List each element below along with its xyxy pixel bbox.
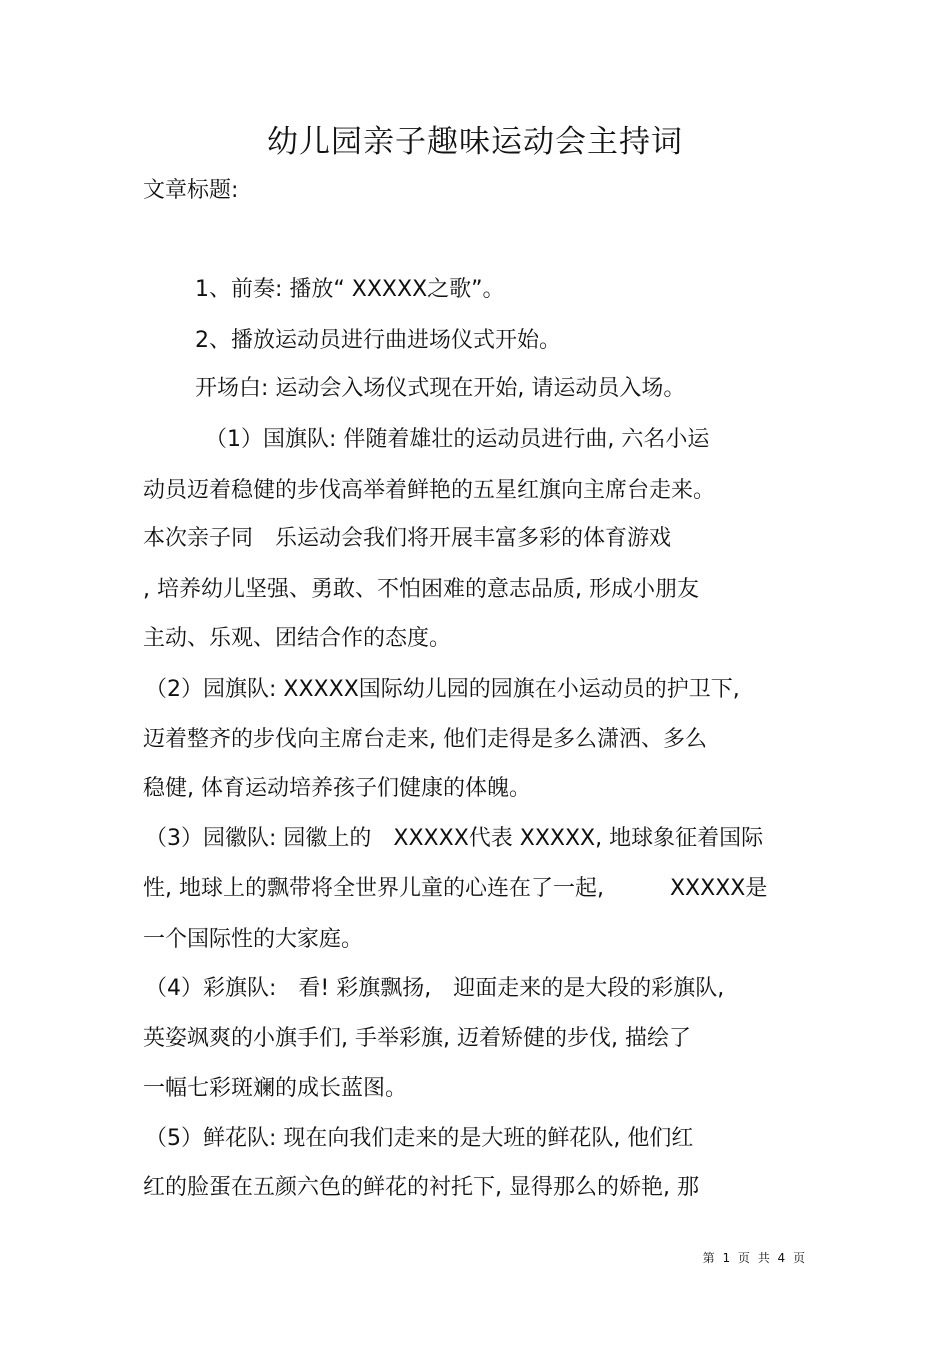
paragraph-line: （4）彩旗队: 看! 彩旗飘扬, 迎面走来的是大段的彩旗队, [145,976,725,1001]
paragraph-line: , 培养幼儿坚强、勇敢、不怕困难的意志品质, 形成小朋友 [143,577,699,602]
article-title-label: 文章标题: [143,178,239,203]
page-number: 第 1 页 共 4 页 [702,1251,807,1265]
paragraph-line: 英姿飒爽的小旗手们, 手举彩旗, 迈着矫健的步伐, 描绘了 [143,1026,691,1051]
paragraph-line: 动员迈着稳健的步伐高举着鲜艳的五星红旗向主席台走来。 [143,478,716,503]
paragraph-line: （5）鲜花队: 现在向我们走来的是大班的鲜花队, 他们红 [145,1126,694,1151]
paragraph-line: （2）园旗队: XXXXX国际幼儿园的园旗在小运动员的护卫下, [145,677,740,702]
paragraph-line: 本次亲子同 乐运动会我们将开展丰富多彩的体育游戏 [143,526,672,551]
paragraph-line: （1）国旗队: 伴随着雄壮的运动员进行曲, 六名小运 [205,427,710,452]
paragraph-line: 2、播放运动员进行曲进场仪式开始。 [195,328,561,353]
paragraph-line: 迈着整齐的步伐向主席台走来, 他们走得是多么潇洒、多么 [143,727,707,752]
page-title: 幼儿园亲子趣味运动会主持词 [267,124,683,160]
paragraph-line: 稳健, 体育运动培养孩子们健康的体魄。 [143,776,531,801]
paragraph-line: 主动、乐观、团结合作的态度。 [143,626,452,651]
paragraph-line: 一个国际性的大家庭。 [143,927,364,952]
paragraph-line: 红的脸蛋在五颜六色的鲜花的衬托下, 显得那么的娇艳, 那 [143,1175,699,1200]
paragraph-line: 开场白: 运动会入场仪式现在开始, 请运动员入场。 [195,376,686,401]
paragraph-line: （3）园徽队: 园徽上的 XXXXX代表 XXXXX, 地球象征着国际 [145,826,764,851]
paragraph-line: 性, 地球上的飘带将全世界儿童的心连在了一起, XXXXX是 [143,876,768,901]
paragraph-line: 1、前奏: 播放“ XXXXX之歌”。 [195,277,505,302]
paragraph-line: 一幅七彩斑斓的成长蓝图。 [143,1076,408,1101]
